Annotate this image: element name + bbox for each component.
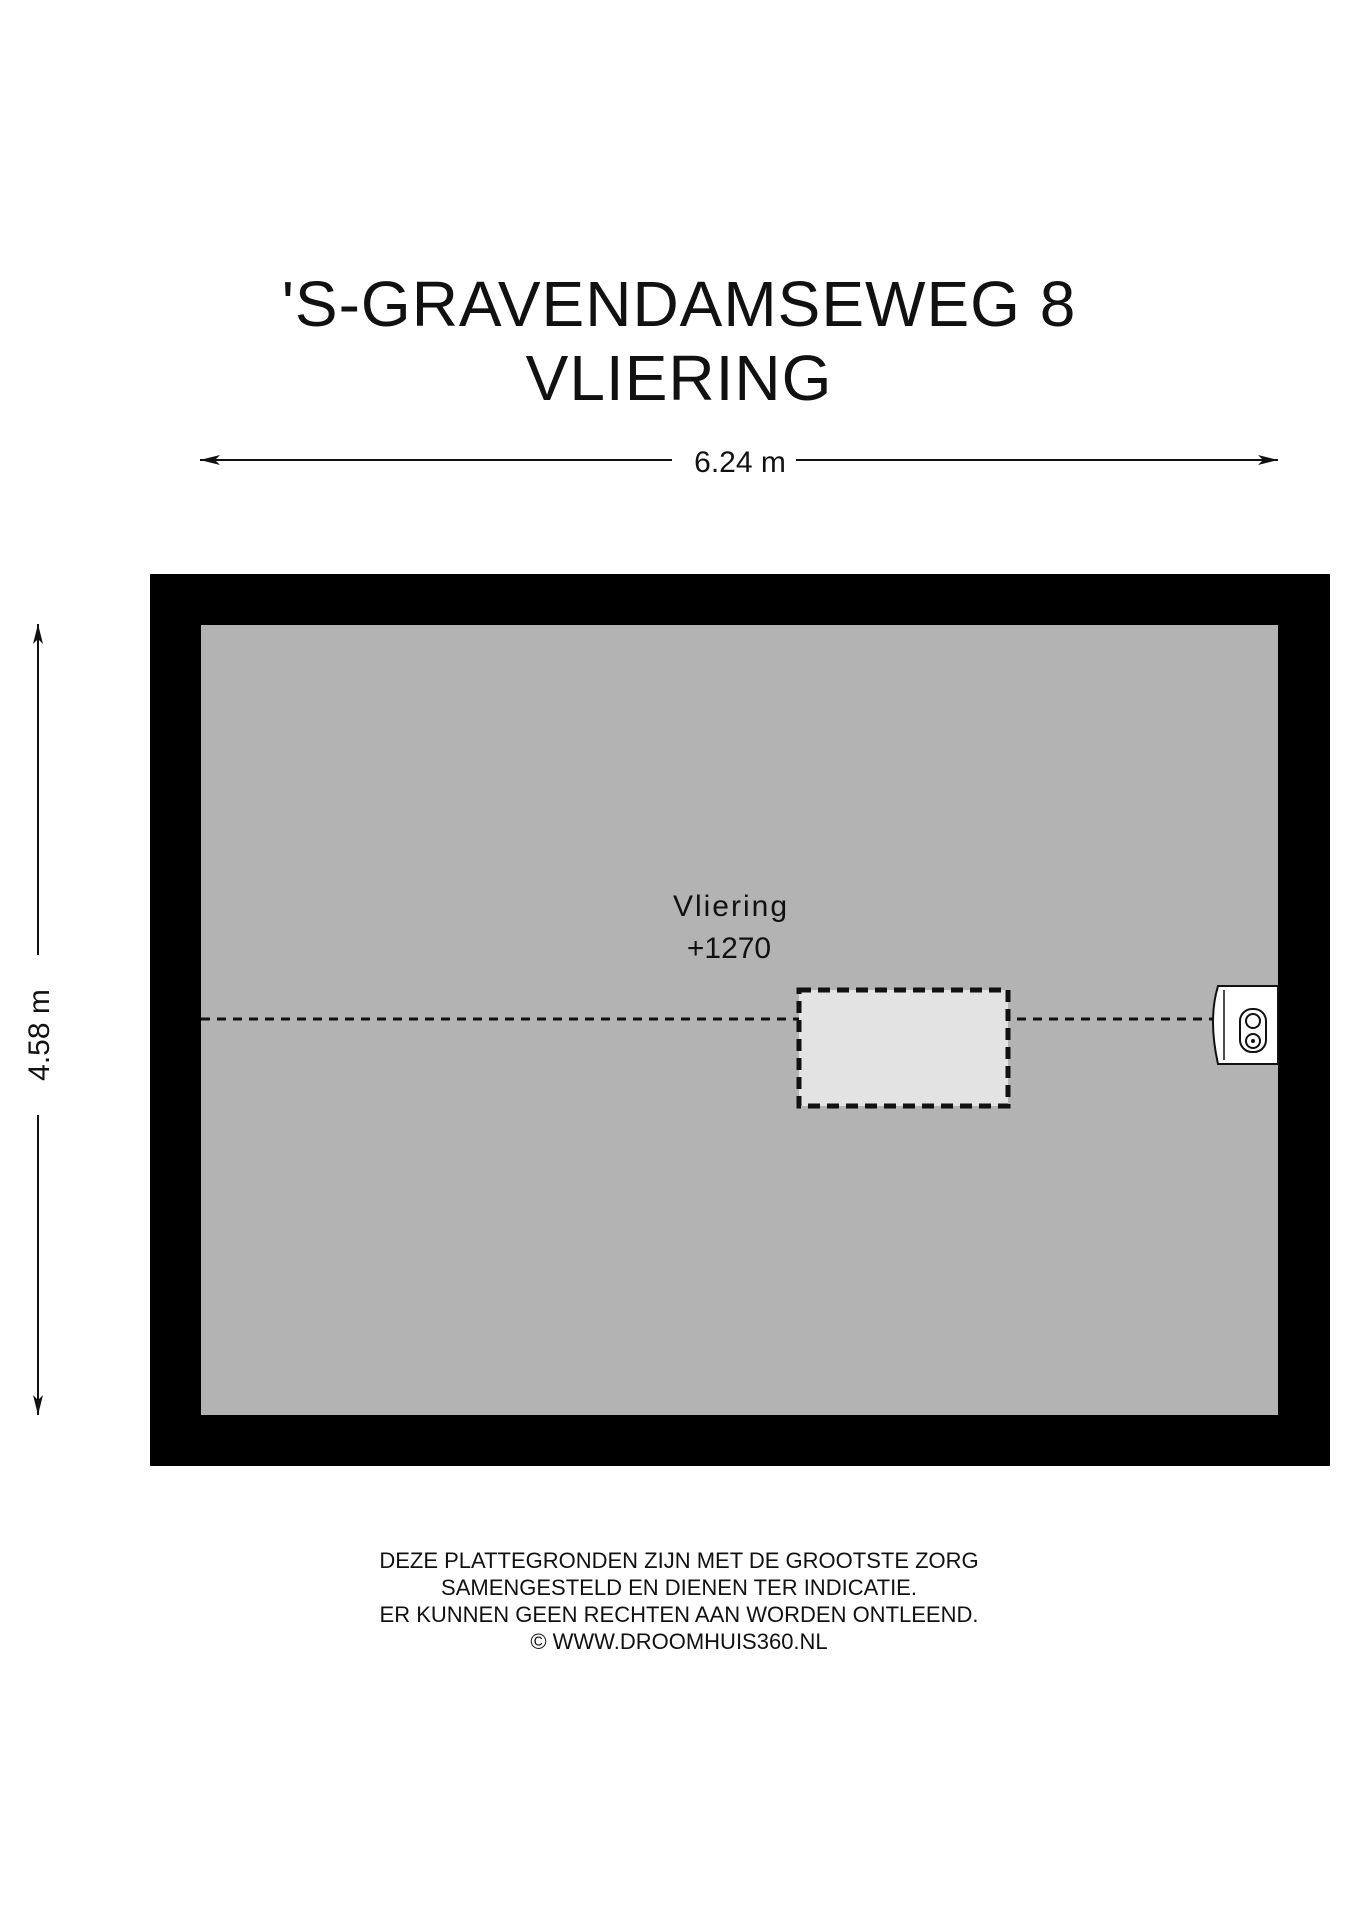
width-dimension — [200, 446, 1278, 479]
room-name: Vliering — [672, 890, 790, 923]
address-title: 'S-GRAVENDAMSEWEG 8 — [281, 268, 1077, 340]
attic-hatch — [799, 990, 1008, 1106]
copyright-link[interactable]: © WWW.DROOMHUIS360.NL — [530, 1629, 828, 1654]
floor-title: VLIERING — [525, 342, 833, 414]
boiler-icon — [1213, 986, 1278, 1064]
height-dimension — [23, 624, 56, 1415]
height-dimension-label: 4.58 m — [23, 989, 56, 1081]
disclaimer-line-2: SAMENGESTELD EN DIENEN TER INDICATIE. — [441, 1575, 917, 1600]
disclaimer-line-1: DEZE PLATTEGRONDEN ZIJN MET DE GROOTSTE ZORG — [379, 1548, 979, 1573]
room-level: +1270 — [686, 932, 772, 965]
disclaimer-line-3: ER KUNNEN GEEN RECHTEN AAN WORDEN ONTLEEND. — [379, 1602, 979, 1627]
disclaimer — [0, 1547, 1358, 1655]
width-dimension-label: 6.24 m — [694, 446, 786, 479]
